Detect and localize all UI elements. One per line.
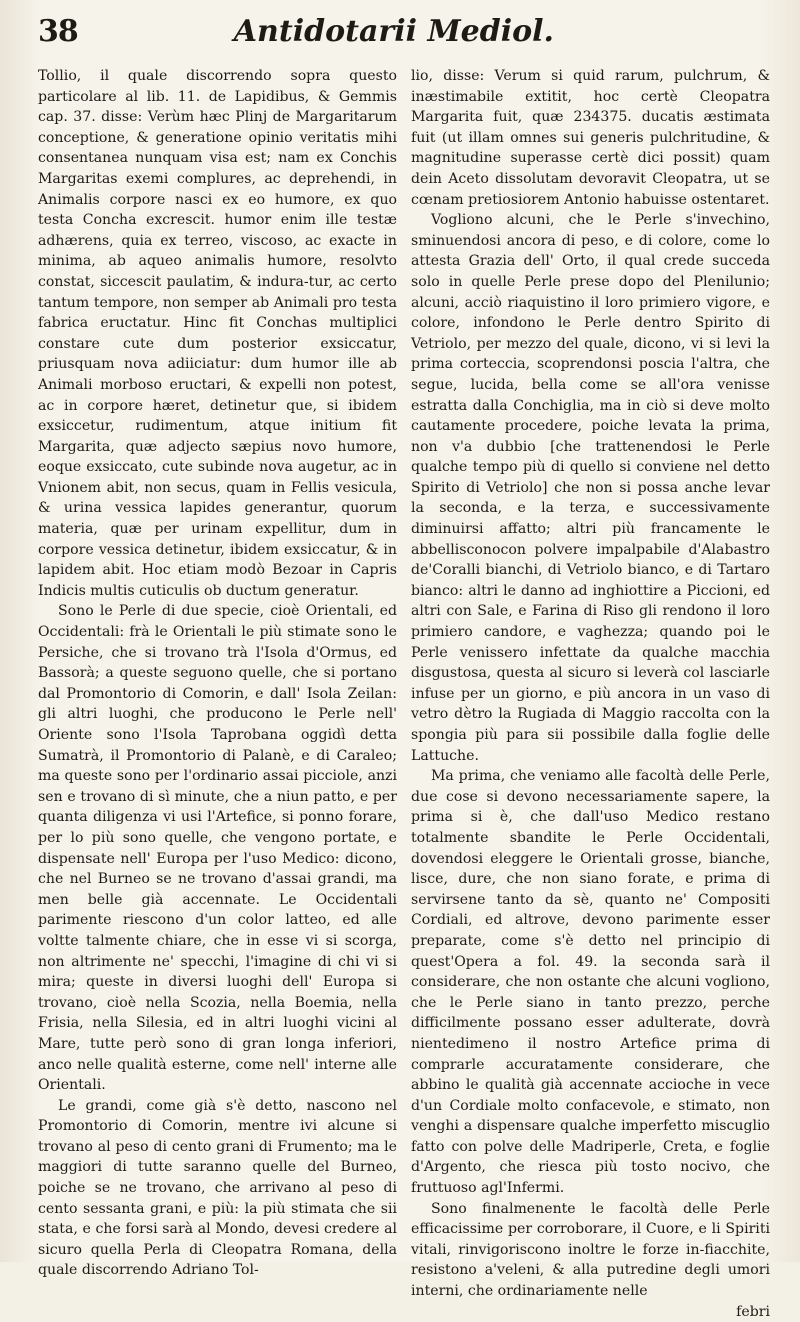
paragraph: Tollio, il quale discorrendo sopra questo particolare al lib. 11. de Lapidibus, & Gemmis cap. 37. disse: Verùm hæc Plinj de Margaritarum conceptione, & generatione opinio veritatis mihi consentanea nunquam visa est; nam ex Conchis Margaritas exemi complures, ac deprehendi, in Animalis corpore nasci ex eo humore, ex quo testa Concha excrescit. humor enim ille testæ adhærens, quia ex terreo, viscoso, ac exacte in minima, ab aqueo animalis humore, resolvto constat, siccescit paulatim, & indura-tur, ac certo tantum tempore, non semper ab Animali pro testa fabrica eructatur. Hinc fit Conchas multiplici constare cute dum posterior exsiccatur, priusquam nova adiiciatur: dum humor ille ab Animali morboso eructari, & expelli non potest, ac in corpore hæret, detinetur que, si ibidem exsiccetur, rudimentum, atque initium fit Margarita, quæ adjecto sæpius novo humore, eoque exsiccato, cute subinde nova augetur, ac in Vnionem abit, non secus, quam in Fellis vesicula, & urina vessica lapides generantur, quorum materia, quæ per urinam expellitur, dum in corpore vessica detinetur, ibidem exsiccatur, & in lapidem abit. Hoc etiam modò Bezoar in Capris Indicis multis cuticulis ob ductum generatur. — [38, 68, 397, 599]
page-number: 38 — [38, 14, 78, 49]
paragraph: Le grandi, come già s'è detto, nascono nel Promontorio di Comorin, mentre ivi alcune si trovano al peso di cento grani di Frumento; ma le maggiori di tutte saranno quelle del Burneo, poiche se ne trovano, che arrivano al peso di cento sessanta grani, e più: la più stimata che sii stata, e che forsi sarà al Mondo, devesi credere al sicuro quella Perla di Cleopatra Romana, della quale discorrendo Adriano Tol- — [38, 1097, 397, 1279]
text-columns — [38, 66, 770, 1322]
left-column — [38, 66, 397, 1322]
paragraph: Ma prima, che veniamo alle facoltà delle Perle, due cose si devono necessariamente sapere, la prima si è, che dall'uso Medico restano totalmente sbandite le Perle Occidentali, dovendosi eleggere le Orientali grosse, bianche, lisce, dure, che non siano forate, e prima di servirsene tanto da sè, quanto ne' Compositi Cordiali, ed altrove, devono parimente esser preparate, come s'è detto nel principio di quest'Opera a fol. 49. la seconda sarà il considerare, che non ostante che alcuni vogliono, che le Perle siano in tanto prezzo, perche difficilmente possano esser adulterate, dovrà nientedimeno il nostro Artefice prima di comprarle accuratamente considerare, che abbino le qualità già accennate accioche in vece d'un Cordiale molto confacevole, e stimato, non venghi a dispensare qualche imperfetto miscuglio fatto con polve delle Madriperle, Creta, e foglie d'Argento, che riesca più tosto nocivo, che fruttuoso agl'Infermi. — [411, 768, 770, 1197]
paragraph: Vogliono alcuni, che le Perle s'invechino, sminuendosi ancora di peso, e di colore, come lo attesta Grazia dell' Orto, il qual crede succeda solo in quelle Perle prese dopo del Plenilunio; alcuni, acciò riaquistino il loro primiero vigore, e colore, infondono le Perle dentro Spirito di Vetriolo, per mezzo del quale, dicono, vi si levi la prima corteccia, scoprendonsi poscia l'altra, che segue, lucida, bella come se all'ora venisse estratta dalla Conchiglia, ma in ciò si deve molto cautamente procedere, poiche levata la prima, non v'a dubbio [che trattenendosi le Perle qualche tempo più di quello si conviene nel detto Spirito di Vetriolo] che non si possa anche levar la seconda, e la terza, e successivamente diminuirsi affatto; altri più francamente le abbellisconocon polvere impalpabile d'Alabastro de'Coralli bianchi, di Vetriolo bianco, e di Tartaro bianco: altri le danno ad inghiottire a Piccioni, ed altri con Sale, e Farina di Riso gli rendono il loro primiero candore, e vaghezza; quando poi le Perle venissero infettate da qualche macchia disgustosa, questa al sicuro si leverà col lasciarle infuse per un giorno, e più ancora in un vaso di vetro dètro la Rugiada di Maggio raccolta con la spongia più para sii possibile dalla foglie delle Lattuche. — [411, 212, 770, 764]
paragraph: Sono le Perle di due specie, cioè Orientali, ed Occidentali: frà le Orientali le più stimate sono le Persiche, che si trovano trà l'Isola d'Ormus, ed Bassorà; a queste seguono quelle, che si portano dal Promontorio di Comorin, e dall' Isola Zeilan: gli altri luoghi, che producono le Perle nell' Oriente sono l'Isola Taprobana oggidì detta Sumatrà, il Promontorio di Palanè, e di Caraleo; ma queste sono per l'ordinario assai picciole, anzi sen e trovano di sì minute, che a niun patto, e per quanta diligenza vi usi l'Artefice, si ponno forare, per lo più sono quelle, che vengono portate, e dispensate nell' Europa per l'uso Medico: dicono, che nel Burneo se ne trovano d'assai grandi, ma men belle già accennate. Le Occidentali parimente riescono d'un color latteo, ed alle voltte talmente chiare, che in esse vi si scorga, non altrimente ne' specchi, l'imagine di chi vi si mira; queste in diversi luoghi dell' Europa si trovano, cioè nella Scozia, nella Boemia, nella Frisia, nella Silesia, ed in altri luoghi vicini al Mare, tutte però sono di gran longa inferiori, anco nelle qualità esterne, come nell' interne alle Orientali. — [38, 603, 397, 1094]
running-head: Antidotarii Mediol. — [233, 14, 554, 49]
catchword: febri — [736, 1303, 770, 1320]
right-column — [411, 66, 770, 1322]
page-header — [38, 14, 770, 60]
paragraph: lio, disse: Verum si quid rarum, pulchrum, & inæstimabile extitit, hoc certè Cleopatra Margarita fuit, quæ 234375. ducatis æstimata fuit (ut illam omnes sui generis pulchritudine, & magnitudine superasse certè dici possit) quam dein Aceto dissolutam devoravit Cleopatra, ut se cœnam pretiosiorem Antonio habuisse ostentaret. — [411, 68, 770, 208]
paragraph: Sono finalmenente le facoltà delle Perle efficacissime per corroborare, il Cuore, e li Spiriti vitali, rinvigoriscono inoltre le forze in-fiacchite, resistono a'veleni, & alla putredine degli umori interni, che ordinariamente nelle — [411, 1200, 770, 1300]
